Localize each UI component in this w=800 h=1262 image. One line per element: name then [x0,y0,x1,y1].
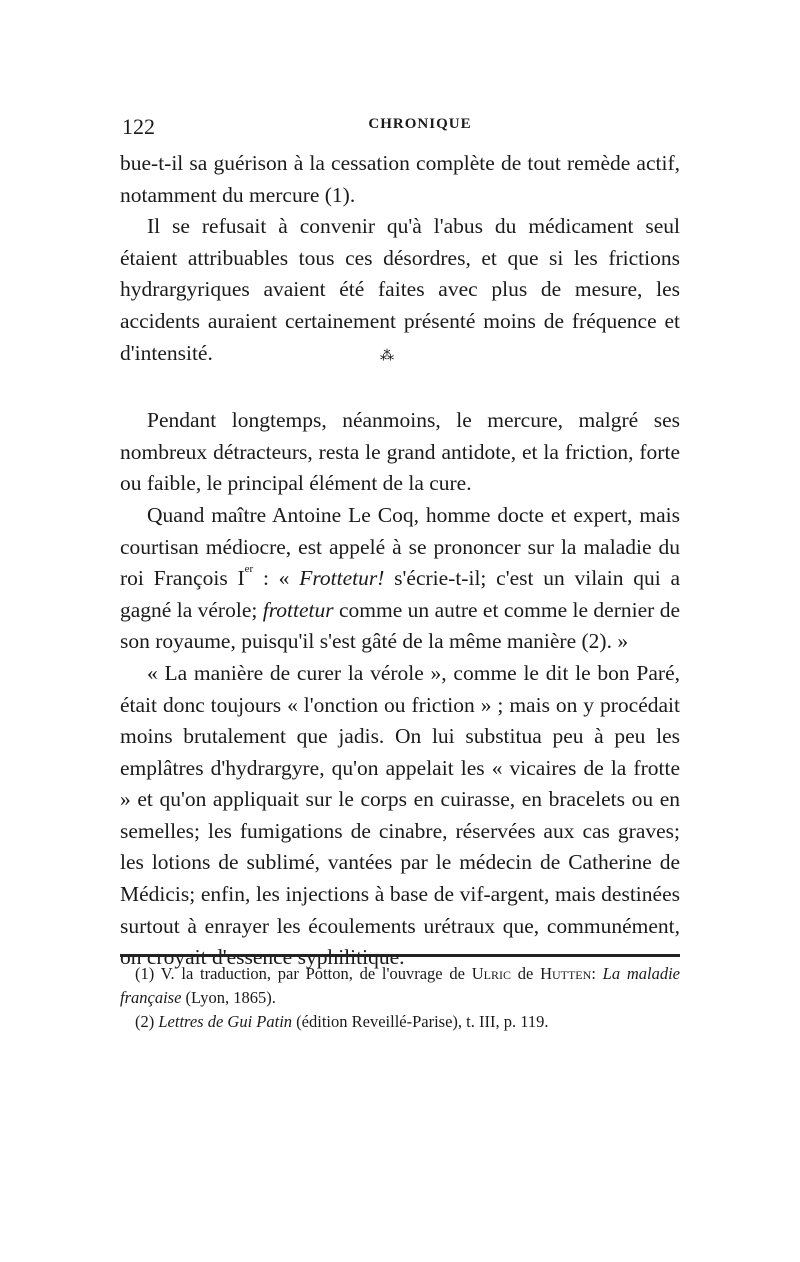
asterism: ⁂ [380,349,394,364]
paragraph-3: Pendant longtemps, néanmoins, le mercure, malgré ses nombreux détracteurs, resta le grand antidote, et la friction, forte ou faible, le principal élément de la cure. [120,408,680,496]
paragraph-5: « La manière de curer la vérole », comme le dit le bon Paré, était donc toujours « l'onction ou friction » ; mais on y procédait moins brutalement que jadis. On lui substitua peu à peu les emplâtres d'hydrargyre, qu'on appelait les « vicaires de la frotte » et qu'on appliquait sur le corps en cuirasse, en bracelets ou en semelles; les fumigations de cinabre, réservées aux cas graves; les lotions de sublimé, vantées par le médecin de Catherine de Médicis; enfin, les injections à base de vif-argent, mais destinées surtout à enrayer les écoulements urétraux que, communément, on croyait d'essence syphilitique. [120,660,680,970]
fn2-text-a: (2) [135,1012,159,1031]
p4-text-a: Quand maître Antoine Le Coq, homme docte et expert, mais courtisan médiocre, est appelé à se prononcer sur la maladie du roi François I [120,502,680,591]
fn1-smallcaps-2: Hutten [540,964,592,983]
p4-text-c: s'écrie-t-il; c'est un vilain qui a gagné la vérole; [120,566,680,622]
fn1-text-c: : [591,964,603,983]
p4-italic-1: Frottetur! [299,566,385,591]
section-break [120,369,680,405]
p4-text-b: : « [253,566,300,591]
paragraph-1: bue-t-il sa guérison à la cessation complète de tout remède actif, notamment du mercure (1). [120,151,680,207]
footnote-2 [120,1010,680,1034]
fn1-text-a: (1) V. la traduction, par Potton, de l'ouvrage de [135,964,472,983]
footnote-1 [120,962,680,1010]
fn1-smallcaps-1: Ulric [471,964,511,983]
fn1-italic: La maladie française [120,964,680,1007]
p4-text-d: comme un autre et comme le dernier de son royaume, puisqu'il s'est gâté de la même manière (2). » [120,597,680,654]
body-text [120,148,680,974]
p4-italic-2: frottetur [262,597,334,622]
footnotes [120,962,680,1034]
fn2-text-b: (édition Reveillé-Parise), t. III, p. 119. [292,1012,549,1031]
fn2-italic: Lettres de Gui Patin [158,1012,293,1031]
p4-superscript: er [244,563,254,576]
fn1-text-b: de [510,964,541,983]
footnote-rule [120,954,680,957]
running-title: CHRONIQUE [368,116,472,132]
paragraph-2: Il se refusait à convenir qu'à l'abus du médicament seul étaient attribuables tous ces désordres, et que si les frictions hydrargyriques avaient été faites avec plus de mesure, les accidents auraient certainement présenté moins de fréquence et d'intensité. [120,214,680,365]
paragraph-4 [120,500,680,658]
fn1-text-d: (Lyon, 1865). [181,988,276,1007]
page-number: 122 [122,114,155,139]
